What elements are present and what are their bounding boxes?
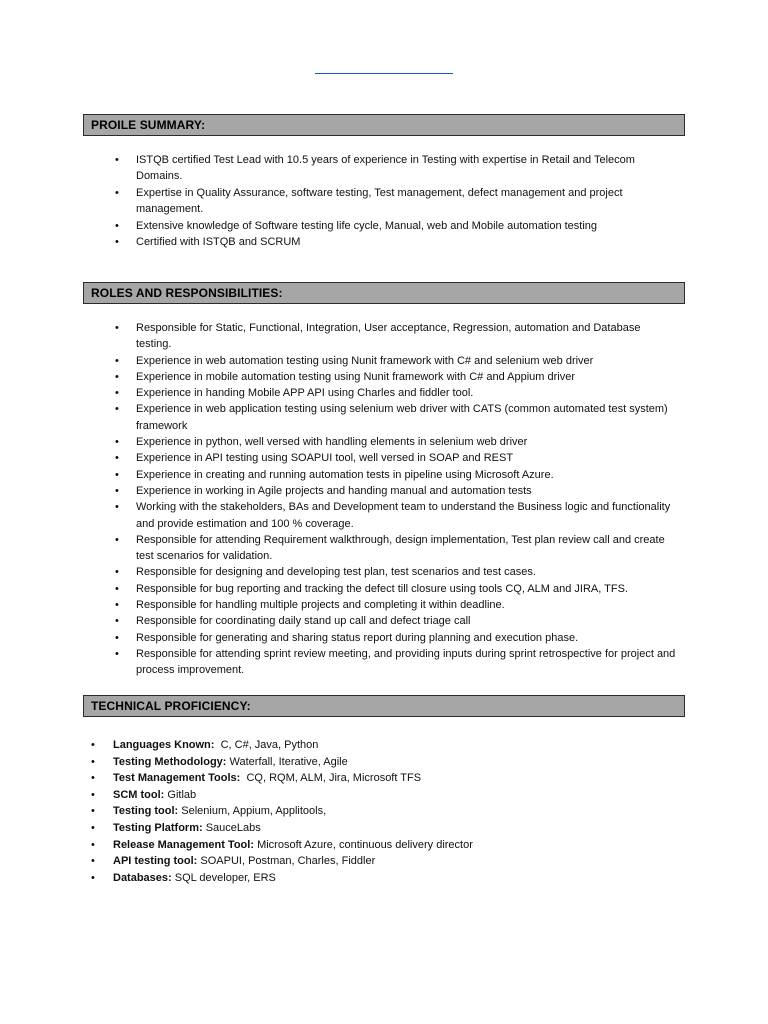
list-item — [113, 837, 673, 854]
tech-label: Testing Platform: — [113, 821, 203, 834]
tech-value: Gitlab — [167, 788, 197, 801]
tech-label: Testing Methodology: — [113, 755, 227, 768]
section-header-roles — [83, 282, 685, 304]
tech-value: Waterfall, Iterative, Agile — [229, 755, 348, 768]
list-item — [113, 803, 673, 820]
tech-label: Languages Known: — [113, 739, 215, 751]
list-item: • Experience in web application testing using selenium web driver with CATS (common automated test system) framework — [136, 401, 676, 434]
list-item — [113, 754, 673, 771]
tech-value: SOAPUI, Postman, Charles, Fiddler — [200, 855, 376, 868]
tech-label: Release Management Tool: — [113, 838, 254, 851]
list-item: • Experience in mobile automation testing using Nunit framework with C# and Appium driver — [136, 369, 676, 385]
list-item: • Extensive knowledge of Software testing life cycle, Manual, web and Mobile automation testing — [136, 218, 676, 234]
list-item: • Responsible for attending sprint review meeting, and providing inputs during sprint retrospective for project and process improvement. — [136, 646, 676, 679]
list-item — [113, 737, 673, 754]
list-item — [113, 770, 673, 787]
summary-list — [136, 152, 676, 250]
tech-label: Testing tool: — [113, 805, 179, 818]
section-title: PROILE SUMMARY: — [91, 118, 206, 132]
list-item — [113, 820, 673, 837]
tech-label: API testing tool: — [113, 855, 198, 868]
tech-label: Test Management Tools: — [113, 772, 241, 785]
list-item: • Expertise in Quality Assurance, software testing, Test management, defect management and project management. — [136, 185, 676, 218]
technical-list — [113, 737, 673, 886]
tech-label: Databases: — [113, 871, 172, 884]
list-item: • Experience in creating and running automation tests in pipeline using Microsoft Azure. — [136, 467, 676, 483]
list-item: • Responsible for handling multiple projects and completing it within deadline. — [136, 597, 676, 613]
header-link-underline[interactable] — [315, 73, 453, 74]
list-item — [113, 870, 673, 887]
list-item: • ISTQB certified Test Lead with 10.5 years of experience in Testing with expertise in Retail and Telecom Domains. — [136, 152, 676, 185]
section-header-summary — [83, 114, 685, 136]
section-header-technical — [83, 695, 685, 717]
list-item: • Experience in API testing using SOAPUI tool, well versed in SOAP and REST — [136, 450, 676, 466]
list-item: • Experience in web automation testing using Nunit framework with C# and selenium web driver — [136, 353, 676, 369]
tech-value: Selenium, Appium, Applitools, — [181, 805, 327, 818]
list-item: • Responsible for generating and sharing status report during planning and execution phase. — [136, 630, 676, 646]
list-item: • Experience in python, well versed with handling elements in selenium web driver — [136, 434, 676, 450]
list-item: • Experience in working in Agile projects and handing manual and automation tests — [136, 483, 676, 499]
list-item: • Responsible for Static, Functional, Integration, User acceptance, Regression, automation and Database testing. — [136, 320, 676, 353]
tech-value: Microsoft Azure, continuous delivery director — [257, 838, 473, 851]
tech-value: C, C#, Java, Python — [220, 739, 319, 751]
list-item: • Certified with ISTQB and SCRUM — [136, 234, 676, 250]
list-item: • Responsible for attending Requirement walkthrough, design implementation, Test plan review call and create test scenarios for validation. — [136, 532, 676, 565]
list-item: • Experience in handing Mobile APP API using Charles and fiddler tool. — [136, 385, 676, 401]
list-item: • Responsible for bug reporting and tracking the defect till closure using tools CQ, ALM and JIRA, TFS. — [136, 581, 676, 597]
section-title: TECHNICAL PROFICIENCY: — [91, 699, 251, 713]
list-item — [113, 853, 673, 870]
roles-list — [136, 320, 676, 679]
list-item — [113, 787, 673, 804]
tech-label: SCM tool: — [113, 788, 165, 801]
tech-value: CQ, RQM, ALM, Jira, Microsoft TFS — [246, 772, 422, 785]
list-item: • Working with the stakeholders, BAs and Development team to understand the Business logic and functionality and provide estimation and 100 % coverage. — [136, 499, 676, 532]
list-item: • Responsible for coordinating daily stand up call and defect triage call — [136, 613, 676, 629]
list-item: • Responsible for designing and developing test plan, test scenarios and test cases. — [136, 564, 676, 580]
tech-value: SQL developer, ERS — [174, 871, 276, 884]
tech-value: SauceLabs — [205, 821, 261, 834]
section-title: ROLES AND RESPONSIBILITIES: — [91, 286, 283, 300]
